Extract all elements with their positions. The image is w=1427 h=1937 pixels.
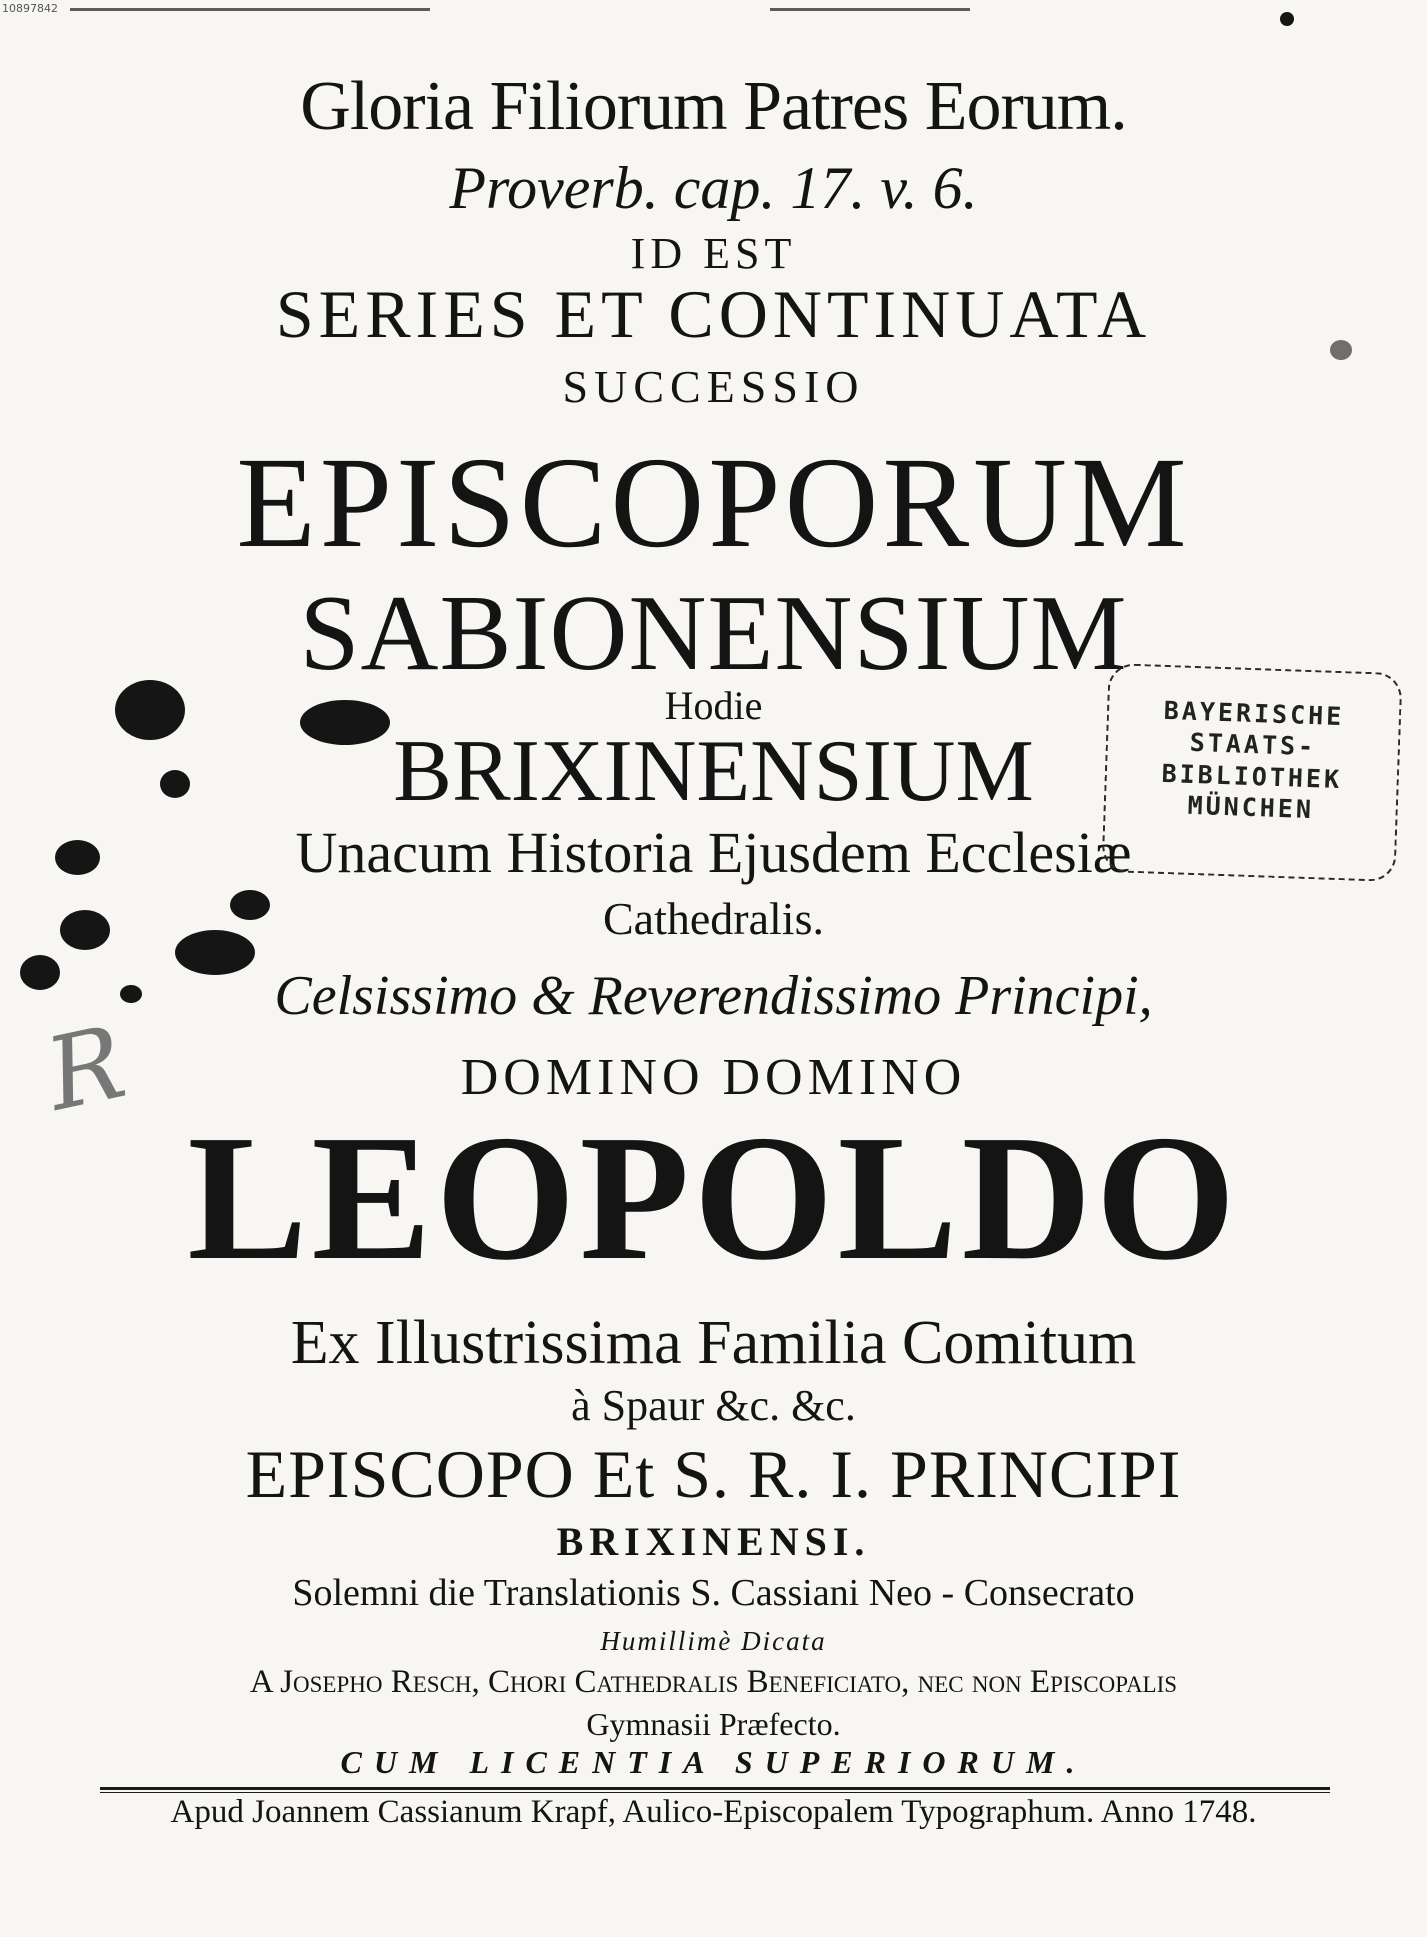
top-edge-rule: [70, 8, 430, 11]
sabionensium-line: SABIONENSIUM: [299, 574, 1128, 693]
unacum-line: Unacum Historia Ejusdem Ecclesiæ: [295, 820, 1132, 885]
stamp-line-1: BAYERISCHE: [1163, 695, 1345, 732]
brixinensium-line: BRIXINENSIUM: [393, 723, 1034, 820]
episcoporum-line: EPISCOPORUM: [236, 431, 1191, 575]
hodie-line: Hodie: [664, 683, 763, 728]
catalog-id: 10897842: [2, 2, 58, 15]
licentia-line: CUM LICENTIA SUPERIORUM.: [340, 1744, 1087, 1780]
brixinensi-line: BRIXINENSI.: [556, 1519, 871, 1564]
author-line: A Josepho Resch, Chori Cathedralis Beneficiato, nec non Episcopalis: [249, 1664, 1178, 1700]
solemni-line: Solemni die Translationis S. Cassiani Neo - Consecrato: [292, 1572, 1135, 1614]
episcopo-line: EPISCOPO Et S. R. I. PRINCIPI: [245, 1436, 1182, 1512]
leopoldo-line: LEOPOLDO: [187, 1098, 1240, 1297]
dedication-line: Celsissimo & Reverendissimo Principi,: [274, 965, 1153, 1027]
stamp-line-2: STAATS-: [1189, 728, 1317, 762]
ink-blot: [55, 840, 100, 875]
stamp-line-4: MÜNCHEN: [1187, 790, 1315, 824]
top-edge-rule-right: [770, 8, 970, 11]
ink-blot: [20, 955, 60, 990]
ink-blot: [175, 930, 255, 975]
ink-blot: [300, 700, 390, 745]
cathedralis-line: Cathedralis.: [603, 893, 824, 944]
ink-blot: [1280, 12, 1294, 26]
ink-blot: [60, 910, 110, 950]
humillime-line: Humillimè Dicata: [600, 1626, 827, 1656]
stamp-line-3: BIBLIOTHEK: [1161, 758, 1343, 794]
ink-blot: [160, 770, 190, 798]
scripture-reference: Proverb. cap. 17. v. 6.: [449, 155, 978, 221]
library-stamp: [1101, 663, 1402, 882]
motto-line: Gloria Filiorum Patres Eorum.: [300, 68, 1127, 145]
margin-handwritten-mark: R: [36, 1003, 135, 1134]
ink-blot: [230, 890, 270, 920]
successio-line: SUCCESSIO: [562, 361, 865, 412]
gymnasii-line: Gymnasii Præfecto.: [586, 1706, 841, 1742]
ink-blot: [120, 985, 142, 1003]
familia-line: Ex Illustrissima Familia Comitum: [290, 1309, 1137, 1377]
ink-blot: [115, 680, 185, 740]
series-line: SERIES ET CONTINUATA: [275, 276, 1152, 352]
imprint-rule-top: [100, 1787, 1330, 1790]
id-est-line: ID EST: [630, 229, 797, 278]
ink-blot: [1330, 340, 1352, 360]
domino-line: DOMINO DOMINO: [460, 1049, 967, 1106]
spaur-line: à Spaur &c. &c.: [571, 1381, 856, 1430]
imprint-line: Apud Joannem Cassianum Krapf, Aulico-Episcopalem Typographum. Anno 1748.: [170, 1794, 1257, 1830]
imprint-rule-bottom: [100, 1792, 1330, 1793]
